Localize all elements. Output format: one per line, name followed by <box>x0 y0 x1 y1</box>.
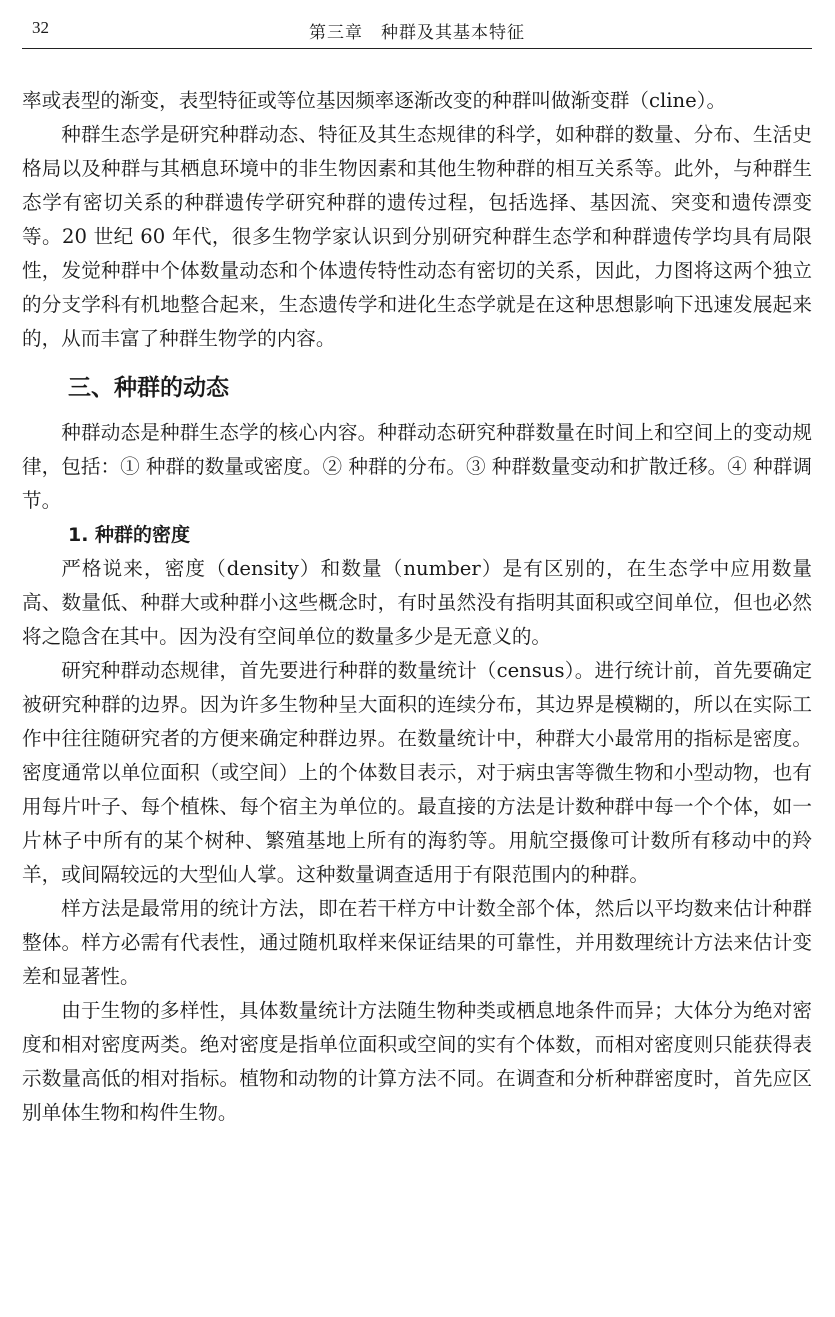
subsection-heading: 1. 种群的密度 <box>68 524 191 546</box>
paragraph-absolute-relative-density: 由于生物的多样性，具体数量统计方法随生物种类或栖息地条件而异；大体分为绝对密度和相对密度两类。绝对密度是指单位面积或空间的实有个体数，而相对密度则只能获得表示数量高低的相对指标。植物和动物的计算方法不同。在调查和分析种群密度时，首先应区别单体生物和构件生物。 <box>22 999 812 1124</box>
paragraph-census: 研究种群动态规律，首先要进行种群的数量统计（census）。进行统计前，首先要确定被研究种群的边界。因为许多生物种呈大面积的连续分布，其边界是模糊的，所以在实际工作中往往随研究者的方便来确定种群边界。在数量统计中，种群大小最常用的指标是密度。密度通常以单位面积（或空间）上的个体数目表示，对于病虫害等微生物和小型动物，也有用每片叶子、每个植株、每个宿主为单位的。最直接的方法是计数种群中每一个个体，如一片林子中所有的某个树种、繁殖基地上所有的海豹等。用航空摄像可计数所有移动中的羚羊，或间隔较远的大型仙人掌。这种数量调查适用于有限范围内的种群。 <box>22 659 812 886</box>
paragraph-population-ecology: 种群生态学是研究种群动态、特征及其生态规律的科学，如种群的数量、分布、生活史格局以及种群与其栖息环境中的非生物因素和其他生物种群的相互关系等。此外，与种群生态学有密切关系的种群遗传学研究种群的遗传过程，包括选择、基因流、突变和遗传漂变等。20 世纪 60 年代，很多生物学家认识到分别研究种群生态学和种群遗传学均具有局限性，发觉种群中个体数量动态和个体遗传特性动态有密切的关系，因此，力图将这两个独立的分支学科有机地整合起来，生态遗传学和进化生态学就是在这种思想影响下迅速发展起来的，从而丰富了种群生物学的内容。 <box>22 123 812 350</box>
section-heading: 三、种群的动态 <box>68 374 229 401</box>
page-header <box>22 14 812 49</box>
paragraph-population-dynamics: 种群动态是种群生态学的核心内容。种群动态研究种群数量在时间上和空间上的变动规律，包括：① 种群的数量或密度。② 种群的分布。③ 种群数量变动和扩散迁移。④ 种群调节。 <box>22 421 812 512</box>
running-title: 第三章 种群及其基本特征 <box>309 23 525 43</box>
page-number: 32 <box>32 18 49 37</box>
paragraph-quadrat-method: 样方法是最常用的统计方法，即在若干样方中计数全部个体，然后以平均数来估计种群整体。样方必需有代表性，通过随机取样来保证结果的可靠性，并用数理统计方法来估计变差和显著性。 <box>22 897 812 988</box>
paragraph-continued: 率或表型的渐变，表型特征或等位基因频率逐渐改变的种群叫做渐变群（cline）。 <box>22 89 727 112</box>
page-body <box>22 84 812 1130</box>
paragraph-density-definition: 严格说来，密度（density）和数量（number）是有区别的，在生态学中应用数量高、数量低、种群大或种群小这些概念时，有时虽然没有指明其面积或空间单位，但也必然将之隐含在其中。因为没有空间单位的数量多少是无意义的。 <box>22 557 812 648</box>
